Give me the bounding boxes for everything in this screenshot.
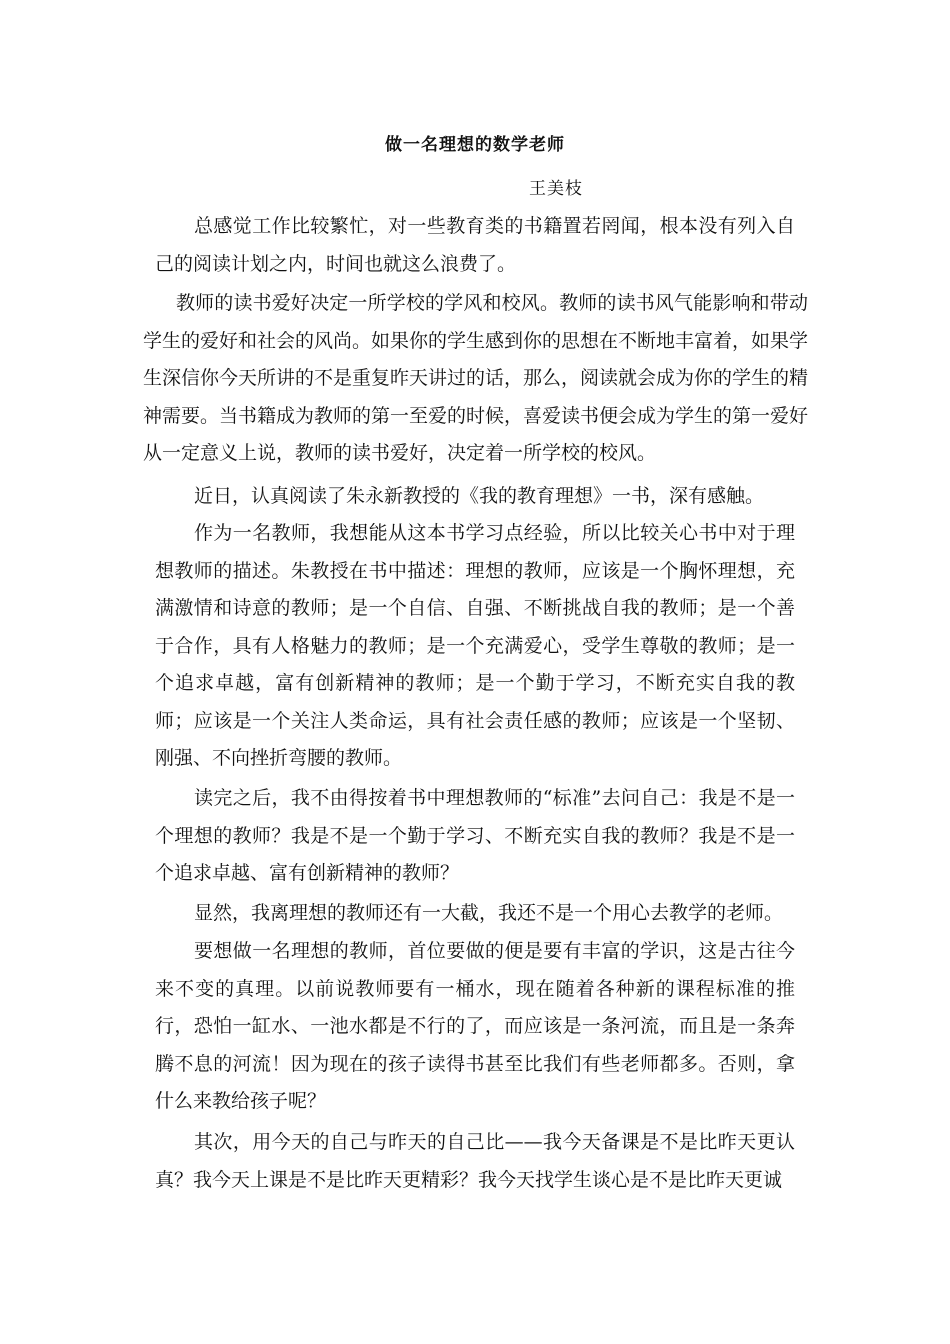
paragraph-4: 作为一名教师，我想能从这本书学习点经验，所以比较关心书中对于理想教师的描述。朱教授在书中描述：理想的教师，应该是一个胸怀理想，充满激情和诗意的教师；是一个自信、自强、不断挑战自我的教师；是一个善于合作，具有人格魅力的教师；是一个充满爱心，受学生尊敬的教师；是一个追求卓越，富有创新精神的教师；是一个勤于学习，不断充实自我的教师；应该是一个关注人类命运，具有社会责任感的教师；应该是一个坚韧、刚强、不向挫折弯腰的教师。	[155, 522, 795, 769]
paragraph-1: 总感觉工作比较繁忙，对一些教育类的书籍置若罔闻，根本没有列入自己的阅读计划之内，时间也就这么浪费了。	[155, 215, 795, 275]
document-title: 做一名理想的数学老师	[385, 135, 565, 155]
paragraph-6: 显然，我离理想的教师还有一大截，我还不是一个用心去教学的老师。	[194, 902, 784, 924]
paragraph-2: 教师的读书爱好决定一所学校的学风和校风。教师的读书风气能影响和带动学生的爱好和社会的风尚。如果你的学生感到你的思想在不断地丰富着，如果学生深信你今天所讲的不是重复昨天讲过的话，那么，阅读就会成为你的学生的精神需要。当书籍成为教师的第一至爱的时候，喜爱读书便会成为学生的第一爱好从一定意义上说，教师的读书爱好，决定着一所学校的校风。	[143, 292, 809, 464]
paragraph-3: 近日，认真阅读了朱永新教授的《我的教育理想》一书，深有感触。	[194, 485, 765, 507]
paragraph-5: 读完之后，我不由得按着书中理想教师的“标准”去问自己：我是不是一个理想的教师？我是不是一个勤于学习、不断充实自我的教师？我是不是一个追求卓越、富有创新精神的教师？	[155, 787, 795, 884]
paragraph-8: 其次，用今天的自己与昨天的自己比——我今天备课是不是比昨天更认真？我今天上课是不是比昨天更精彩？我今天找学生谈心是不是比昨天更诚	[155, 1131, 795, 1191]
paragraph-7: 要想做一名理想的教师，首位要做的便是要有丰富的学识，这是古往今来不变的真理。以前说教师要有一桶水，现在随着各种新的课程标准的推行，恐怕一缸水、一池水都是不行的了，而应该是一条河流，而且是一条奔腾不息的河流！因为现在的孩子读得书甚至比我们有些老师都多。否则，拿什么来教给孩子呢？	[155, 940, 795, 1112]
document-author: 王美枝	[529, 179, 583, 199]
